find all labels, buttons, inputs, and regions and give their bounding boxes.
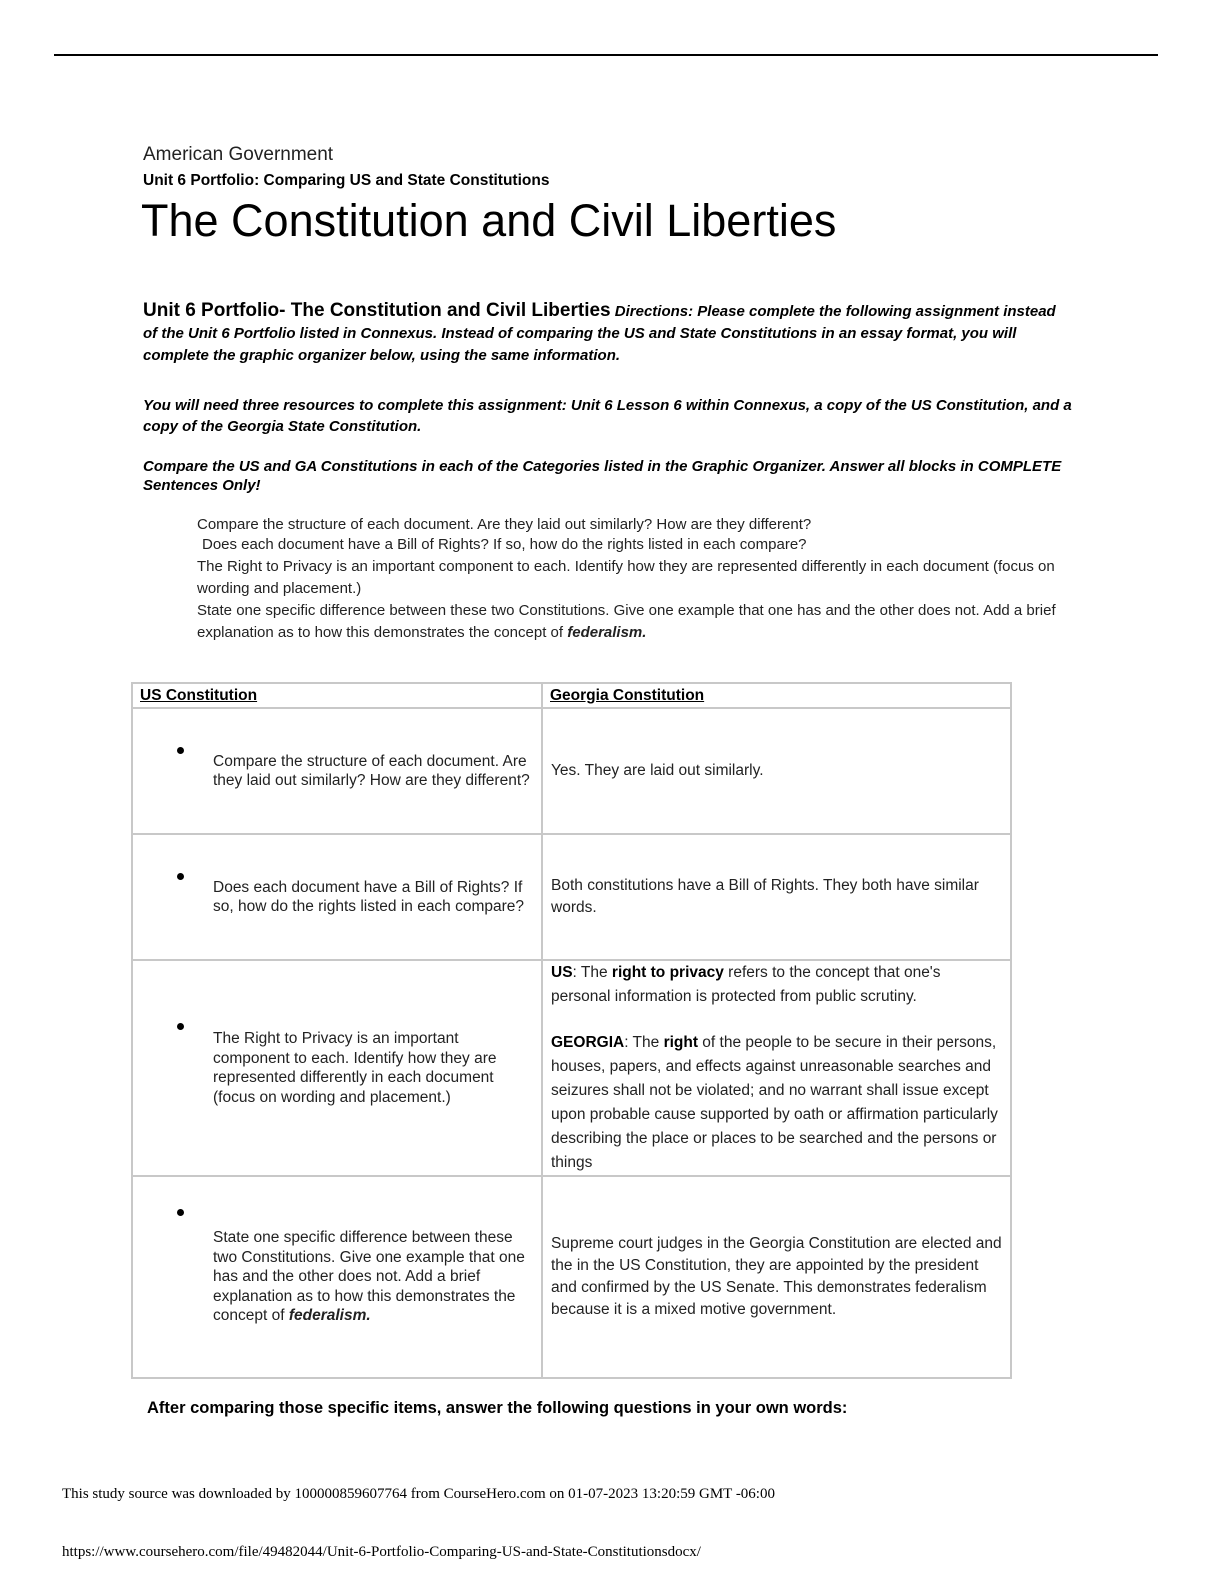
row-question-text: Compare the structure of each document. Are they laid out similarly? How are they different? xyxy=(213,752,530,789)
graphic-organizer-table xyxy=(131,682,1012,1379)
row-answer xyxy=(542,960,1011,1176)
row-question-text: Does each document have a Bill of Rights? If so, how do the rights listed in each compare? xyxy=(213,878,525,915)
portfolio-heading: Unit 6 Portfolio- The Constitution and Civil Liberties xyxy=(143,300,611,321)
directions-text: Directions: Please complete the following assignment instead of the Unit 6 Portfolio listed in Connexus. Instead of comparing the US and State Constitutions in an essay format, you will complete the graphic organizer below, using the same information. xyxy=(143,303,1056,364)
source-url: https://www.coursehero.com/file/49482044/Unit-6-Portfolio-Comparing-US-and-State-Constitutionsdocx/ xyxy=(62,1544,701,1560)
row-question xyxy=(132,834,542,960)
federalism-emphasis: federalism. xyxy=(288,1307,371,1325)
after-prompt: After comparing those specific items, answer the following questions in your own words: xyxy=(147,1399,848,1417)
col-header-georgia: Georgia Constitution xyxy=(542,683,1011,708)
row-answer: Yes. They are laid out similarly. xyxy=(542,708,1011,834)
course-name: American Government xyxy=(143,144,334,165)
row-question xyxy=(132,708,542,834)
bullet-icon xyxy=(177,1023,184,1030)
bullet-icon xyxy=(177,1209,184,1216)
question-3: The Right to Privacy is an important component to each. Identify how they are represented differently in each document (focus on wording and placement.) xyxy=(197,558,1055,597)
question-4 xyxy=(197,600,1057,644)
top-rule xyxy=(54,54,1158,56)
table-row xyxy=(132,708,1011,834)
table-row xyxy=(132,960,1011,1176)
row-question xyxy=(132,960,542,1176)
question-1: Compare the structure of each document. Are they laid out similarly? How are they different? xyxy=(197,516,812,533)
directions-paragraph xyxy=(143,300,1073,367)
row-answer: Supreme court judges in the Georgia Constitution are elected and the in the US Constitution, they are appointed by the president and confirmed by the US Senate. This demonstrates federalism because it is a mixed motive government. xyxy=(542,1176,1011,1378)
compare-instruction: Compare the US and GA Constitutions in each of the Categories listed in the Graphic Organizer. Answer all blocks in COMPLETE Sentences Only! xyxy=(143,458,1062,494)
row-answer: Both constitutions have a Bill of Rights. They both have similar words. xyxy=(542,834,1011,960)
bullet-icon xyxy=(177,873,184,880)
bullet-icon xyxy=(177,747,184,754)
question-2: Does each document have a Bill of Rights? If so, how do the rights listed in each compare? xyxy=(202,536,807,553)
privacy-answer-us: US: The right to privacy refers to the concept that one's personal information is protected from public scrutiny. xyxy=(551,964,941,1005)
resources-paragraph: You will need three resources to complete this assignment: Unit 6 Lesson 6 within Connexus, a copy of the US Constitution, and a copy of the Georgia State Constitution. xyxy=(143,397,1072,435)
page-title: The Constitution and Civil Liberties xyxy=(141,195,837,246)
row-question xyxy=(132,1176,542,1378)
col-header-us: US Constitution xyxy=(132,683,542,708)
table-row xyxy=(132,1176,1011,1378)
question-4-text: State one specific difference between these two Constitutions. Give one example that one has and the other does not. Add a brief explanation as to how this demonstrates the concept of xyxy=(197,602,1056,641)
question-list xyxy=(197,514,1057,644)
table-row xyxy=(132,834,1011,960)
privacy-answer-georgia: GEORGIA: The right of the people to be secure in their persons, houses, papers, and effects against unreasonable searches and seizures shall not be violated; and no warrant shall issue except upon probable cause supported by oath or affirmation particularly describing the place or places to be searched and the persons or things xyxy=(551,1034,998,1171)
question-4-emphasis: federalism. xyxy=(567,624,647,641)
unit-title: Unit 6 Portfolio: Comparing US and State Constitutions xyxy=(143,172,550,189)
table-header-row xyxy=(132,683,1011,708)
source-footer: This study source was downloaded by 100000859607764 from CourseHero.com on 01-07-2023 13:20:59 GMT -06:00 xyxy=(62,1486,775,1502)
row-question-text: State one specific difference between these two Constitutions. Give one example that one has and the other does not. Add a brief explanation as to how this demonstrates the concept of xyxy=(213,1229,525,1325)
row-question-text: The Right to Privacy is an important component to each. Identify how they are represented differently in each document (focus on wording and placement.) xyxy=(213,1030,497,1106)
